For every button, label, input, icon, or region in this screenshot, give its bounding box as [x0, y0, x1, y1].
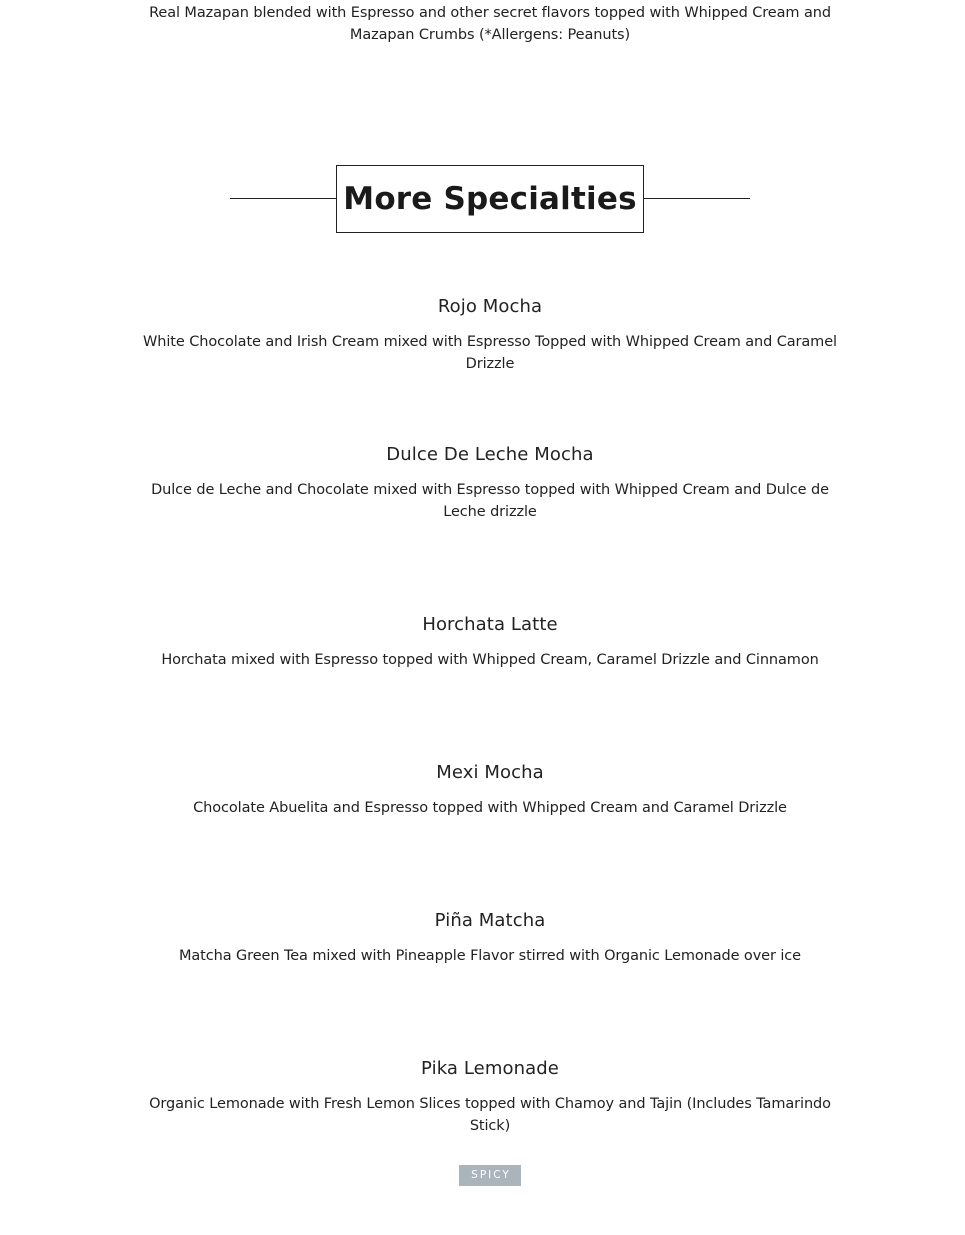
item-description: Organic Lemonade with Fresh Lemon Slices topped with Chamoy and Tajin (Includes Tamarindo Stick)	[149, 1096, 831, 1134]
menu-item-pika-lemonade	[130, 1057, 850, 1186]
item-name: Horchata Latte	[422, 614, 558, 635]
menu-item-dulce-de-leche-mocha	[130, 443, 850, 523]
menu-item-rojo-mocha	[130, 295, 850, 375]
spicy-badge: SPICY	[459, 1165, 521, 1186]
menu-item-pina-matcha	[130, 909, 850, 967]
item-description: Horchata mixed with Espresso topped with Whipped Cream, Caramel Drizzle and Cinnamon	[161, 652, 819, 668]
item-name: Pika Lemonade	[421, 1058, 559, 1079]
section-title: More Specialties	[343, 181, 637, 217]
menu-item-horchata-latte	[130, 613, 850, 671]
intro-item-description: Real Mazapan blended with Espresso and other secret flavors topped with Whipped Cream and Mazapan Crumbs (*Allergens: Peanuts)	[149, 5, 831, 43]
header-rule-left	[230, 198, 336, 199]
section-title-box	[336, 165, 644, 233]
item-name: Mexi Mocha	[436, 762, 544, 783]
item-description: Dulce de Leche and Chocolate mixed with Espresso topped with Whipped Cream and Dulce de Leche drizzle	[151, 482, 829, 520]
item-name: Rojo Mocha	[437, 296, 543, 317]
header-rule-right	[644, 198, 750, 199]
item-name: Dulce De Leche Mocha	[386, 444, 594, 465]
item-description: Matcha Green Tea mixed with Pineapple Flavor stirred with Organic Lemonade over ice	[178, 948, 801, 964]
item-description: White Chocolate and Irish Cream mixed with Espresso Topped with Whipped Cream and Caramel Drizzle	[143, 334, 837, 372]
menu-item-mexi-mocha	[130, 761, 850, 819]
section-header	[230, 165, 750, 233]
item-name: Piña Matcha	[434, 910, 546, 931]
item-description: Chocolate Abuelita and Espresso topped with Whipped Cream and Caramel Drizzle	[193, 800, 787, 816]
